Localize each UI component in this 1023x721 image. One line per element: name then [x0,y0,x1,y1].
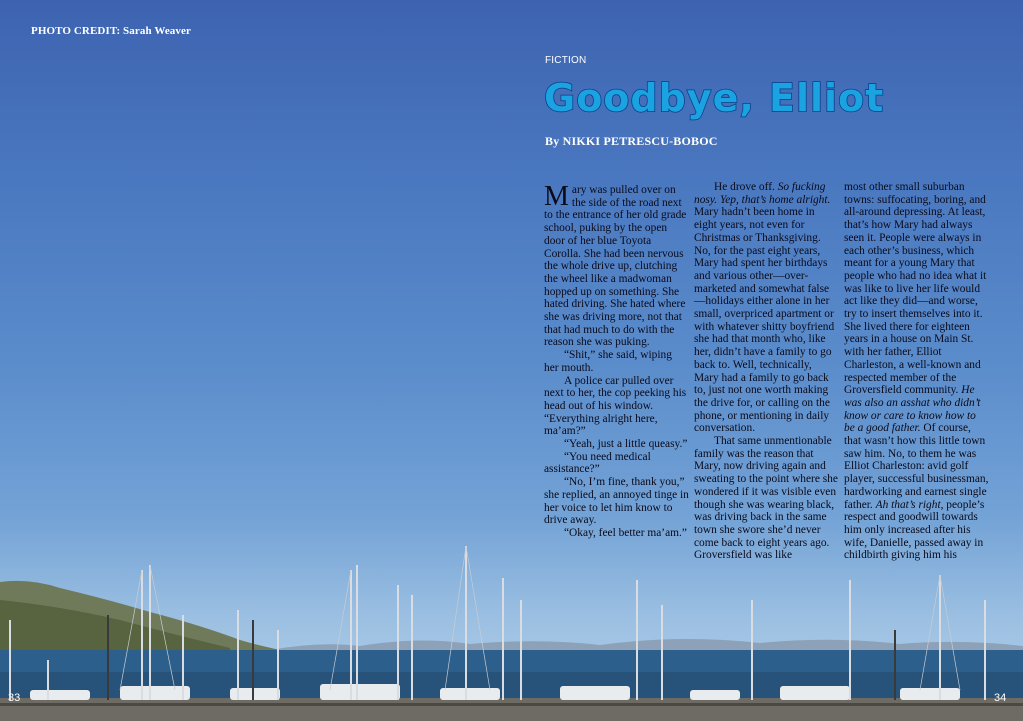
photo-credit: PHOTO CREDIT: Sarah Weaver [31,25,191,37]
page-number-left: 33 [8,692,21,704]
section-label: FICTION [545,55,587,66]
drop-cap: M [544,181,569,212]
paragraph: “You need medical assistance?” [544,450,651,476]
text-column-3 [844,181,989,562]
paragraph: “Shit,” she said, wiping her mouth. [544,349,672,374]
text-column-2 [694,181,839,562]
byline: By NIKKI PETRESCU-BOBOC [545,134,718,148]
paragraph: “No, I’m fine, thank you,” she replied, an annoyed tinge in her voice to let him know to drive away. [544,476,689,527]
paragraph: most other small suburban towns: suffocating, boring, and all-around depressing. At least, that’s how Mary had always seen it. People were always in each other’s business, which meant for a young Mary that people who had no idea what it was like to live her life would act like they did—and worse, try to insert themselves into it. She lived there for eighteen years in a house on Main St. with her father, Elliot Charleston, a well-known and respected member of the Groversfield community. He was also an asshat who didn’t know or care to know how to be a good father. Of course, that wasn’t how this little town saw him. No, to them he was Elliot Charleston: avid golf player, successful businessman, hardworking and earnest single father. Ah that’s right, people’s respect and goodwill towards him only increased after his wife, Danielle, passed away in childbirth giving him his [844,181,989,562]
paragraph: “Okay, feel better ma’am.” [564,526,687,539]
page-number-right: 34 [994,692,1007,704]
paragraph: That same unmentionable family was the reason that Mary, now driving again and sweating to the point where she wondered if it was visible even though she was wearing black, was driving back in the same town she swore she’d never come back to eight years ago. Groversfield was like [694,435,838,562]
article-title: Goodbye, Elliot [544,76,885,120]
paragraph: Mary was pulled over on the side of the road next to the entrance of her old grade school, puking by the open door of her blue Toyota Corolla. She had been nervous the whole drive up, clutching the wheel like a madwoman hopped up on something. She hated driving. She hated where she was driving more, not that that had much to do with the reason she was puking. [544,181,687,349]
text-column-1 [544,181,689,540]
paragraph: A police car pulled over next to her, the cop peeking his head out of his window. “Everything alright here, ma’am?” [544,374,687,438]
paragraph: He drove off. So fucking nosy. Yep, that’s home alright. Mary hadn’t been home in eight years, not even for Christmas or Thanksgiving. No, for the past eight years, Mary had spent her birthdays and various other—over-marketed and somewhat false—holidays either alone in her small, overpriced apartment or with whatever shitty boyfriend she had that month who, like her, didn’t have a family to go back to. Well, technically, Mary had a family to go back to, just not one worth making the drive for, or calling on the phone, or mentioning in daily conversation. [694,181,835,435]
paragraph: “Yeah, just a little queasy.” [564,438,688,451]
